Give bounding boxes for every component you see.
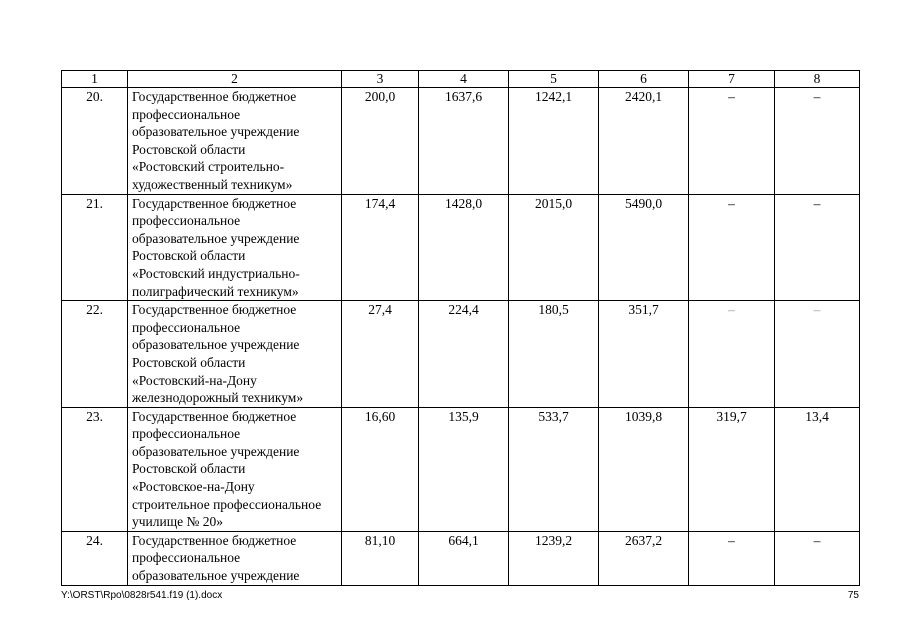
name-line: Ростовской области bbox=[132, 461, 246, 477]
cell-col3: 200,0 bbox=[342, 88, 419, 195]
cell-col5: 533,7 bbox=[509, 407, 599, 531]
name-line: профессиональное bbox=[132, 550, 241, 566]
table-row bbox=[62, 531, 860, 585]
table-row bbox=[62, 88, 860, 195]
col-header-2: 2 bbox=[128, 71, 342, 88]
cell-col6: 351,7 bbox=[599, 301, 689, 408]
cell-col8: – bbox=[775, 88, 860, 195]
cell-col4: 135,9 bbox=[419, 407, 509, 531]
cell-col6: 5490,0 bbox=[599, 194, 689, 301]
name-line: Ростовской области bbox=[132, 141, 246, 157]
name-line: училище № 20» bbox=[132, 514, 223, 530]
institution-name bbox=[128, 407, 342, 531]
cell-col7: – bbox=[689, 301, 775, 408]
name-line: полиграфический техникум» bbox=[132, 283, 299, 299]
table-header-row bbox=[62, 71, 860, 88]
cell-col7: 319,7 bbox=[689, 407, 775, 531]
institution-name bbox=[128, 194, 342, 301]
cell-col8: – bbox=[775, 301, 860, 408]
name-line: образовательное учреждение bbox=[132, 568, 300, 584]
page-number: 75 bbox=[847, 590, 859, 601]
table-row bbox=[62, 194, 860, 301]
cell-col8: – bbox=[775, 531, 860, 585]
name-line: профессиональное bbox=[132, 213, 241, 229]
cell-col5: 180,5 bbox=[509, 301, 599, 408]
cell-col6: 2637,2 bbox=[599, 531, 689, 585]
name-line: Государственное бюджетное bbox=[132, 532, 297, 548]
row-number: 21. bbox=[62, 194, 128, 301]
name-line: железнодорожный техникум» bbox=[132, 390, 304, 406]
cell-col6: 2420,1 bbox=[599, 88, 689, 195]
table-row bbox=[62, 407, 860, 531]
row-number: 20. bbox=[62, 88, 128, 195]
name-line: Государственное бюджетное bbox=[132, 408, 297, 424]
name-line: «Ростовское-на-Дону bbox=[132, 479, 255, 495]
cell-col7: – bbox=[689, 88, 775, 195]
cell-col3: 16,60 bbox=[342, 407, 419, 531]
col-header-7: 7 bbox=[689, 71, 775, 88]
name-line: «Ростовский индустриально- bbox=[132, 265, 300, 281]
cell-col3: 81,10 bbox=[342, 531, 419, 585]
institution-name bbox=[128, 301, 342, 408]
cell-col5: 1242,1 bbox=[509, 88, 599, 195]
cell-col8: – bbox=[775, 194, 860, 301]
name-line: образовательное учреждение bbox=[132, 443, 300, 459]
cell-col6: 1039,8 bbox=[599, 407, 689, 531]
cell-col4: 224,4 bbox=[419, 301, 509, 408]
name-line: Ростовской области bbox=[132, 354, 246, 370]
col-header-6: 6 bbox=[599, 71, 689, 88]
row-number: 24. bbox=[62, 531, 128, 585]
name-line: профессиональное bbox=[132, 106, 241, 122]
name-line: строительное профессиональное bbox=[132, 496, 322, 512]
cell-col8: 13,4 bbox=[775, 407, 860, 531]
name-line: образовательное учреждение bbox=[132, 230, 300, 246]
name-line: «Ростовский-на-Дону bbox=[132, 372, 257, 388]
name-line: образовательное учреждение bbox=[132, 337, 300, 353]
col-header-8: 8 bbox=[775, 71, 860, 88]
footer-file-path: Y:\ORST\Rpo\0828r541.f19 (1).docx bbox=[61, 590, 223, 601]
name-line: Государственное бюджетное bbox=[132, 89, 297, 104]
col-header-3: 3 bbox=[342, 71, 419, 88]
name-line: «Ростовский строительно- bbox=[132, 159, 285, 175]
col-header-1: 1 bbox=[62, 71, 128, 88]
institution-name bbox=[128, 531, 342, 585]
cell-col4: 1637,6 bbox=[419, 88, 509, 195]
name-line: Ростовской области bbox=[132, 248, 246, 264]
institution-name bbox=[128, 88, 342, 195]
cell-col7: – bbox=[689, 531, 775, 585]
cell-col5: 1239,2 bbox=[509, 531, 599, 585]
name-line: Государственное бюджетное bbox=[132, 195, 297, 211]
row-number: 23. bbox=[62, 407, 128, 531]
cell-col4: 664,1 bbox=[419, 531, 509, 585]
name-line: образовательное учреждение bbox=[132, 124, 300, 140]
col-header-5: 5 bbox=[509, 71, 599, 88]
name-line: художественный техникум» bbox=[132, 176, 293, 192]
cell-col3: 174,4 bbox=[342, 194, 419, 301]
cell-col3: 27,4 bbox=[342, 301, 419, 408]
name-line: профессиональное bbox=[132, 319, 241, 335]
table-row bbox=[62, 301, 860, 408]
budget-table bbox=[61, 70, 860, 586]
name-line: Государственное бюджетное bbox=[132, 302, 297, 318]
name-line: профессиональное bbox=[132, 426, 241, 442]
row-number: 22. bbox=[62, 301, 128, 408]
cell-col5: 2015,0 bbox=[509, 194, 599, 301]
cell-col7: – bbox=[689, 194, 775, 301]
cell-col4: 1428,0 bbox=[419, 194, 509, 301]
col-header-4: 4 bbox=[419, 71, 509, 88]
